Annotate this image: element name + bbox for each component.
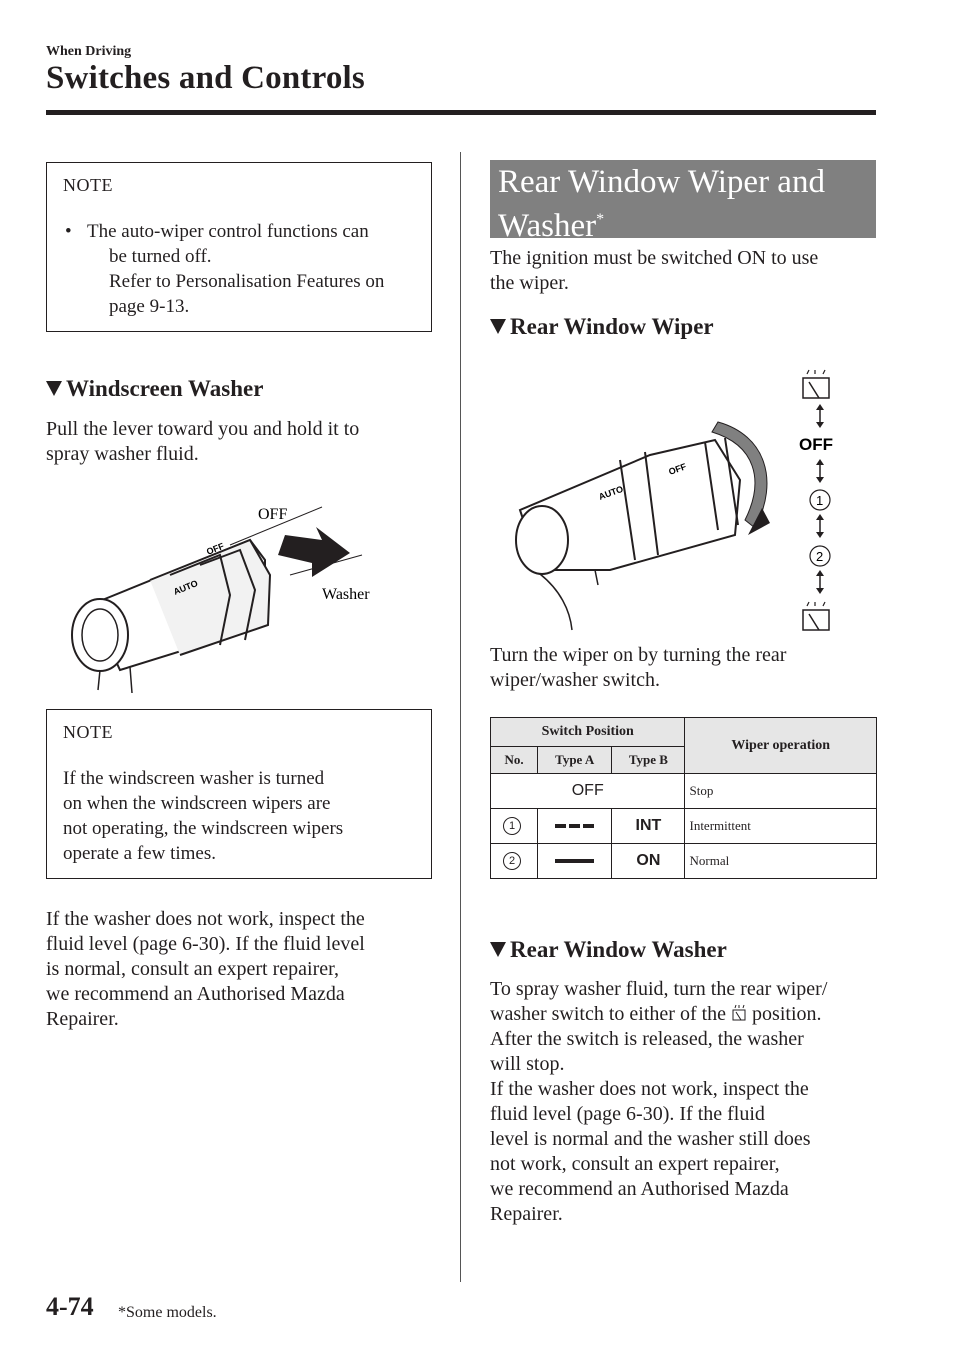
note-title: NOTE — [63, 175, 113, 195]
note-line: page 9-13. — [109, 296, 190, 317]
bullet-dot: • — [65, 221, 72, 242]
paragraph-line: will stop. — [490, 1053, 565, 1075]
asterisk-mark: * — [596, 211, 605, 228]
section-heading-rear-washer: Rear Window Washer — [490, 937, 727, 963]
table-header-type-a: Type A — [538, 747, 612, 774]
page-number: 4-74 — [46, 1292, 94, 1321]
banner-line-1: Rear Window Wiper and — [498, 164, 825, 200]
note-line: be turned off. — [109, 246, 212, 267]
paragraph-line: If the washer does not work, inspect the — [490, 1078, 809, 1100]
note-line: on when the windscreen wipers are — [63, 793, 331, 814]
cell-operation: Intermittent — [685, 809, 877, 844]
note-title: NOTE — [63, 722, 113, 742]
triangle-icon — [46, 381, 62, 396]
section-heading-windscreen-washer: Windscreen Washer — [46, 376, 263, 402]
paragraph-line: If the washer does not work, inspect the — [46, 908, 365, 930]
paragraph-line: the wiper. — [490, 272, 569, 294]
paragraph-line: level is normal and the washer still does — [490, 1128, 811, 1150]
paragraph-line: fluid level (page 6-30). If the fluid level — [46, 933, 365, 955]
note-box-autowiper — [46, 162, 432, 332]
cell-operation: Normal — [685, 844, 877, 879]
switch-position-table — [490, 717, 877, 879]
paragraph-line: Turn the wiper on by turning the rear — [490, 644, 787, 666]
banner-line-2: Washer* — [498, 208, 605, 244]
washer-position-icon — [803, 370, 829, 398]
paragraph-line: is normal, consult an expert repairer, — [46, 958, 339, 980]
note-line: not operating, the windscreen wipers — [63, 818, 344, 839]
paragraph-line: not work, consult an expert repairer, — [490, 1153, 780, 1175]
note-bullet: The auto-wiper control functions can — [87, 221, 369, 242]
solid-line-icon — [555, 857, 595, 865]
paragraph-line: The ignition must be switched ON to use — [490, 247, 819, 269]
table-header-wiper: Wiper operation — [685, 718, 877, 774]
triangle-icon — [490, 319, 506, 334]
paragraph-line: wiper/washer switch. — [490, 669, 660, 691]
pull-arrow-icon — [278, 527, 350, 577]
lever-off-label: OFF — [667, 461, 688, 477]
rear-wiper-illustration — [500, 360, 860, 640]
paragraph-line: After the switch is released, the washer — [490, 1028, 804, 1050]
header-rule — [46, 110, 876, 115]
position-2-label: 2 — [816, 549, 824, 564]
paragraph-line: To spray washer fluid, turn the rear wiper/ — [490, 978, 828, 1000]
cell-type-a-int-icon — [538, 809, 612, 844]
lever-auto-label: AUTO — [172, 578, 200, 597]
paragraph-line: Repairer. — [46, 1008, 119, 1030]
table-header-switch: Switch Position — [491, 718, 685, 747]
paragraph-line: washer switch to either of the position. — [490, 1003, 822, 1025]
fig-label-washer: Washer — [322, 586, 370, 603]
cell-no: 1 — [491, 809, 538, 844]
cell-off: OFF — [491, 774, 685, 809]
dashed-line-icon — [555, 822, 595, 830]
note-line: operate a few times. — [63, 843, 216, 864]
table-header-type-b: Type B — [612, 747, 685, 774]
washer-lever-illustration — [60, 495, 400, 695]
paragraph-line: we recommend an Authorised Mazda — [46, 983, 345, 1005]
lever-off-label: OFF — [205, 540, 226, 557]
paragraph-line: spray washer fluid. — [46, 443, 199, 465]
table-row — [491, 809, 877, 844]
fig-label-off: OFF — [258, 506, 288, 523]
cell-type-b: INT — [612, 809, 685, 844]
paragraph-line: Repairer. — [490, 1203, 563, 1225]
note-line: If the windscreen washer is turned — [63, 768, 325, 789]
position-1-label: 1 — [816, 493, 824, 508]
lever-auto-label: AUTO — [597, 483, 625, 502]
triangle-icon — [490, 942, 506, 957]
column-divider — [460, 152, 461, 1282]
paragraph-line: we recommend an Authorised Mazda — [490, 1178, 789, 1200]
paragraph-line: fluid level (page 6-30). If the fluid — [490, 1103, 765, 1125]
table-row — [491, 774, 877, 809]
cell-type-a-on-icon — [538, 844, 612, 879]
position-off-label: OFF — [799, 435, 833, 454]
cell-no: 2 — [491, 844, 538, 879]
section-heading-rear-wiper: Rear Window Wiper — [490, 314, 714, 340]
washer-position-icon — [803, 602, 829, 630]
page-title: Switches and Controls — [46, 60, 365, 96]
table-header-no: No. — [491, 747, 538, 774]
table-row — [491, 844, 877, 879]
paragraph-line: Pull the lever toward you and hold it to — [46, 418, 360, 440]
cell-type-b: ON — [612, 844, 685, 879]
note-box-windscreen-washer — [46, 709, 432, 879]
footnote: *Some models. — [118, 1304, 217, 1321]
cell-operation: Stop — [685, 774, 877, 809]
section-label: When Driving — [46, 44, 132, 59]
section-banner — [490, 160, 876, 244]
note-line: Refer to Personalisation Features on — [109, 271, 385, 292]
washer-icon — [731, 1004, 747, 1022]
